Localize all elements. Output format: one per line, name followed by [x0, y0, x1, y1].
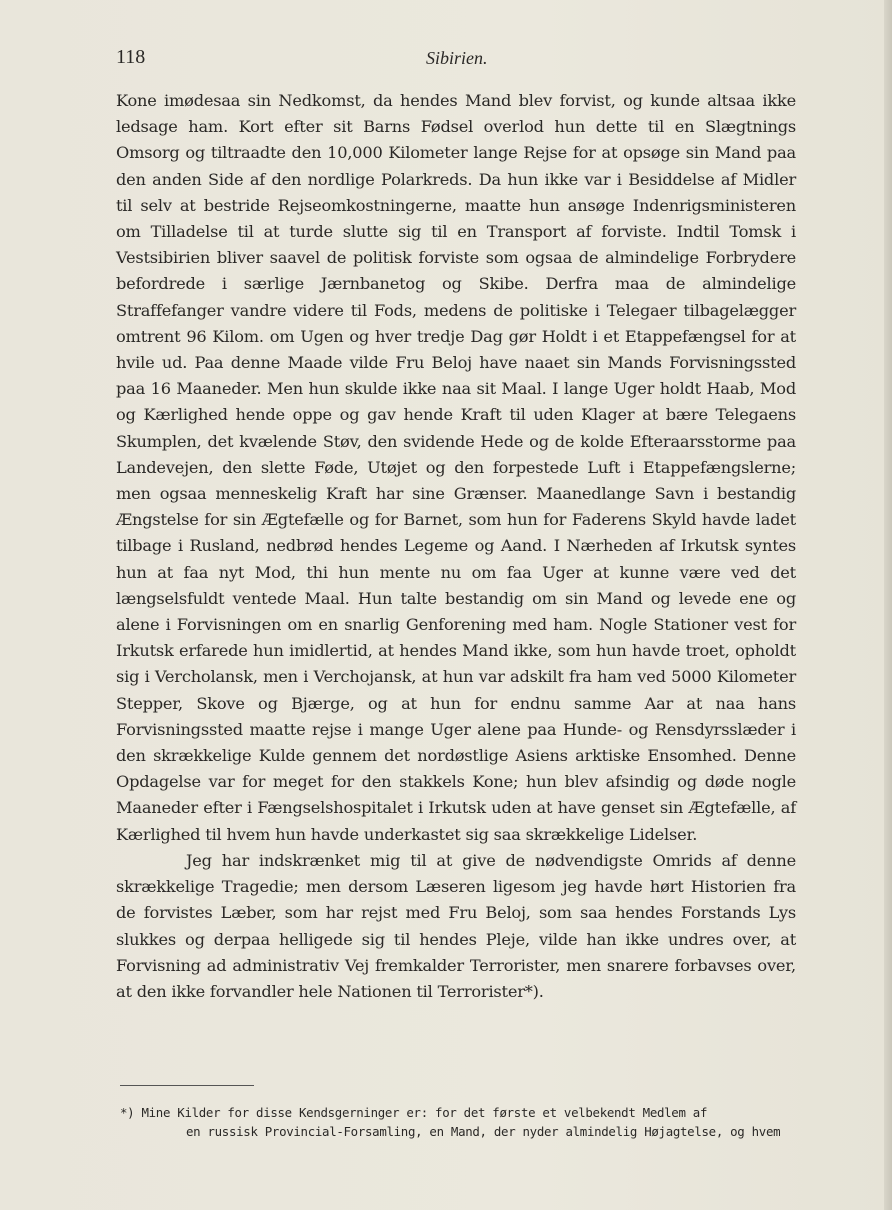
paragraph-1: Kone imødesaa sin Nedkomst, da hendes Mand blev forvist, og kunde altsaa ikke ledsage ham. Kort efter sit Barns Fødsel overlod hun dette til en Slægtnings Omsorg og tiltraadte den 10,000 Kilometer lange Rejse for at opsøge sin Mand paa den anden Side af den nordlige Polarkreds. Da hun ikke var i Besiddelse af Midler til selv at bestride Rejseomkostningerne, maatte hun ansøge Indenrigsministeren om Tilladelse til at turde slutte sig til en Transport af forviste. Indtil Tomsk i Vestsibirien bliver saavel de politisk forviste som ogsaa de almindelige Forbrydere befordrede i særlige Jærnbanetog og Skibe. Derfra maa de almindelige Straffefanger vandre videre til Fods, medens de politiske i Telegaer tilbagelægger omtrent 96 Kilom. om Ugen og hver tredje Dag gør Holdt i et Etappefængsel for at hvile ud. Paa denne Maade vilde Fru Beloj have naaet sin Mands Forvisningssted paa 16 Maaneder. Men hun skulde ikke naa sit Maal. I lange Uger holdt Haab, Mod og Kærlighed hende oppe og gav hende Kraft til uden Klager at bære Telegaens Skumplen, det kvælende Støv, den svidende Hede og de kolde Efteraarsstorme paa Landevejen, den slette Føde, Utøjet og den forpestede Luft i Etappefængslerne; men ogsaa menneskelig Kraft har sine Grænser. Maanedlange Savn i bestandig Ængstelse for sin Ægtefælle og for Barnet, som hun for Faderens Skyld havde ladet tilbage i Rusland, nedbrød hendes Legeme og Aand. I Nærheden af Irkutsk syntes hun at faa nyt Mod, thi hun mente nu om faa Uger at kunne være ved det længselsfuldt ventede Maal. Hun talte bestandig om sin Mand og levede ene og alene i Forvisningen om en snarlig Genforening med ham. Nogle Stationer vest for Irkutsk erfarede hun imidlertid, at hendes Mand ikke, som hun havde troet, opholdt sig i Vercholansk, men i Verchojansk, at hun var adskilt fra ham ved 5000 Kilometer Stepper, Skove og Bjærge, og at hun for endnu samme Aar at naa hans Forvisningssted maatte rejse i mange Uger alene paa Hunde- og Rensdyrsslæder i den skrækkelige Kulde gennem det nordøstlige Asiens arktiske Ensomhed. Denne Opdagelse var for meget for den stakkels Kone; hun blev afsindig og døde nogle Maaneder efter i Fængselshospitalet i Irkutsk uden at have genset sin Ægtefælle, af Kærlighed til hvem hun havde underkastet sig saa skrækkelige Lidelser.	[116, 91, 796, 844]
running-title: Sibirien.	[426, 48, 488, 68]
page-number: 118	[116, 46, 146, 68]
footnote-divider	[120, 1085, 254, 1086]
footnote-line-2: en russisk Provincial-Forsamling, en Mand, der nyder almindelig Højagtelse, og hvem	[186, 1124, 781, 1139]
paragraph-2: Jeg har indskrænket mig til at give de nødvendigste Omrids af denne skrækkelige Tragedie; men dersom Læseren ligesom jeg havde hørt Historien fra de forvistes Læber, som har rejst med Fru Beloj, som saa hendes Forstands Lys slukkes og derpaa helligede sig til hendes Pleje, vilde han ikke undres over, at Forvisning ad administrativ Vej fremkalder Terrorister, men snarere forbavses over, at den ikke forvandler hele Nationen til Terrorister*).	[116, 850, 796, 1001]
page-edge	[884, 0, 892, 1210]
body-text	[116, 88, 796, 1005]
footnote	[120, 1103, 796, 1141]
page-header	[116, 46, 796, 74]
footnote-line-1: *) Mine Kilder for disse Kendsgerninger er: for det første et velbekendt Medlem af	[120, 1105, 708, 1120]
